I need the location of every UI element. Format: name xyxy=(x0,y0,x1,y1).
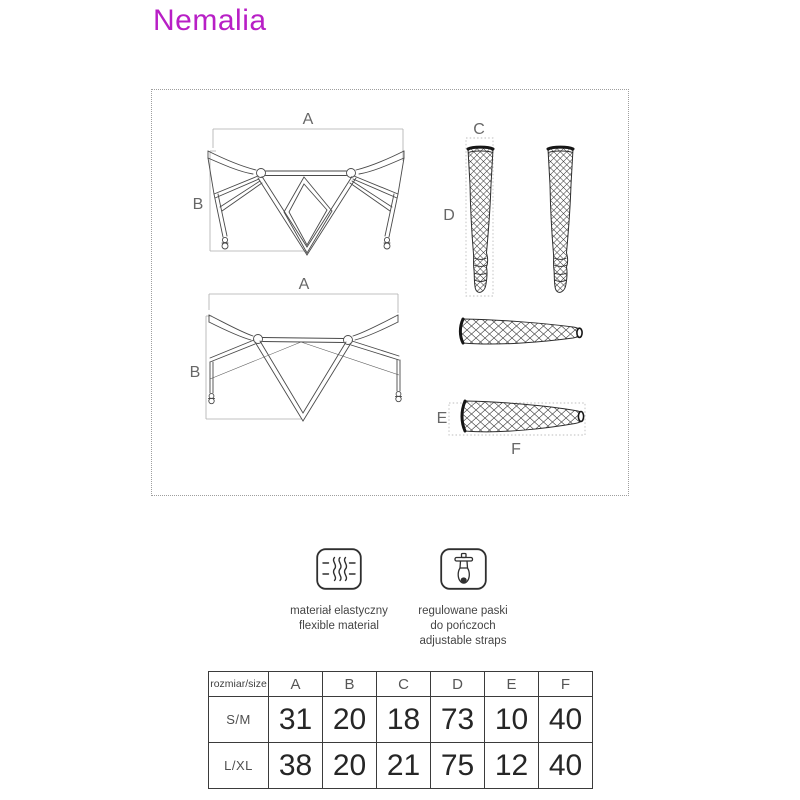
lxl-value-b: 20 xyxy=(323,743,377,789)
garter-clip-front-right xyxy=(384,237,390,249)
caption-line: materiał elastyczny xyxy=(290,605,388,617)
header-col-a: A xyxy=(269,672,323,697)
garter-belt-back-drawing xyxy=(190,276,402,421)
header-rozmiar-size: rozmiar/size xyxy=(209,672,269,697)
product-title: Nemalia xyxy=(153,4,267,37)
header-col-f: F xyxy=(539,672,593,697)
dim-label-front-b: B xyxy=(192,196,204,213)
header-col-e: E xyxy=(485,672,539,697)
sm-value-b: 20 xyxy=(323,697,377,743)
dim-label-e: E xyxy=(436,410,448,427)
header-col-d: D xyxy=(431,672,485,697)
dim-label-front-a: A xyxy=(302,111,314,128)
size-label-sm: S/M xyxy=(209,697,269,743)
stocking-sleeves-drawing xyxy=(437,319,585,458)
header-col-c: C xyxy=(377,672,431,697)
table-row-lxl xyxy=(209,743,593,789)
size-table xyxy=(208,671,593,789)
dim-label-c: C xyxy=(473,121,485,138)
lxl-value-c: 21 xyxy=(377,743,431,789)
sm-value-f: 40 xyxy=(539,697,593,743)
dim-label-back-a: A xyxy=(298,276,310,293)
sm-value-c: 18 xyxy=(377,697,431,743)
garter-belt-front-drawing xyxy=(193,111,404,255)
lxl-value-d: 75 xyxy=(431,743,485,789)
garter-clip-back-left xyxy=(209,394,215,404)
garter-clip-front-left xyxy=(222,237,228,249)
spec-diagram-box xyxy=(151,89,629,496)
dim-label-d: D xyxy=(443,207,455,224)
lxl-value-a: 38 xyxy=(269,743,323,789)
size-label-lxl: L/XL xyxy=(209,743,269,789)
elastic-material-icon xyxy=(316,548,362,595)
adjustable-straps-caption xyxy=(388,604,538,650)
size-table-header-row xyxy=(209,672,593,697)
garter-clip-back-right xyxy=(396,392,402,402)
caption-line: regulowane paski xyxy=(418,605,508,617)
sm-value-e: 10 xyxy=(485,697,539,743)
spec-diagram xyxy=(152,90,628,495)
sm-value-a: 31 xyxy=(269,697,323,743)
header-col-b: B xyxy=(323,672,377,697)
table-row-sm xyxy=(209,697,593,743)
adjustable-straps-icon xyxy=(440,548,487,595)
lxl-value-e: 12 xyxy=(485,743,539,789)
caption-line: flexible material xyxy=(299,620,379,633)
sm-value-d: 73 xyxy=(431,697,485,743)
dim-label-f: F xyxy=(511,441,521,458)
lxl-value-f: 40 xyxy=(539,743,593,789)
stockings-drawing xyxy=(443,121,573,296)
caption-line: do pończoch xyxy=(430,620,496,633)
caption-line: adjustable straps xyxy=(419,635,507,648)
dim-label-back-b: B xyxy=(189,364,201,381)
